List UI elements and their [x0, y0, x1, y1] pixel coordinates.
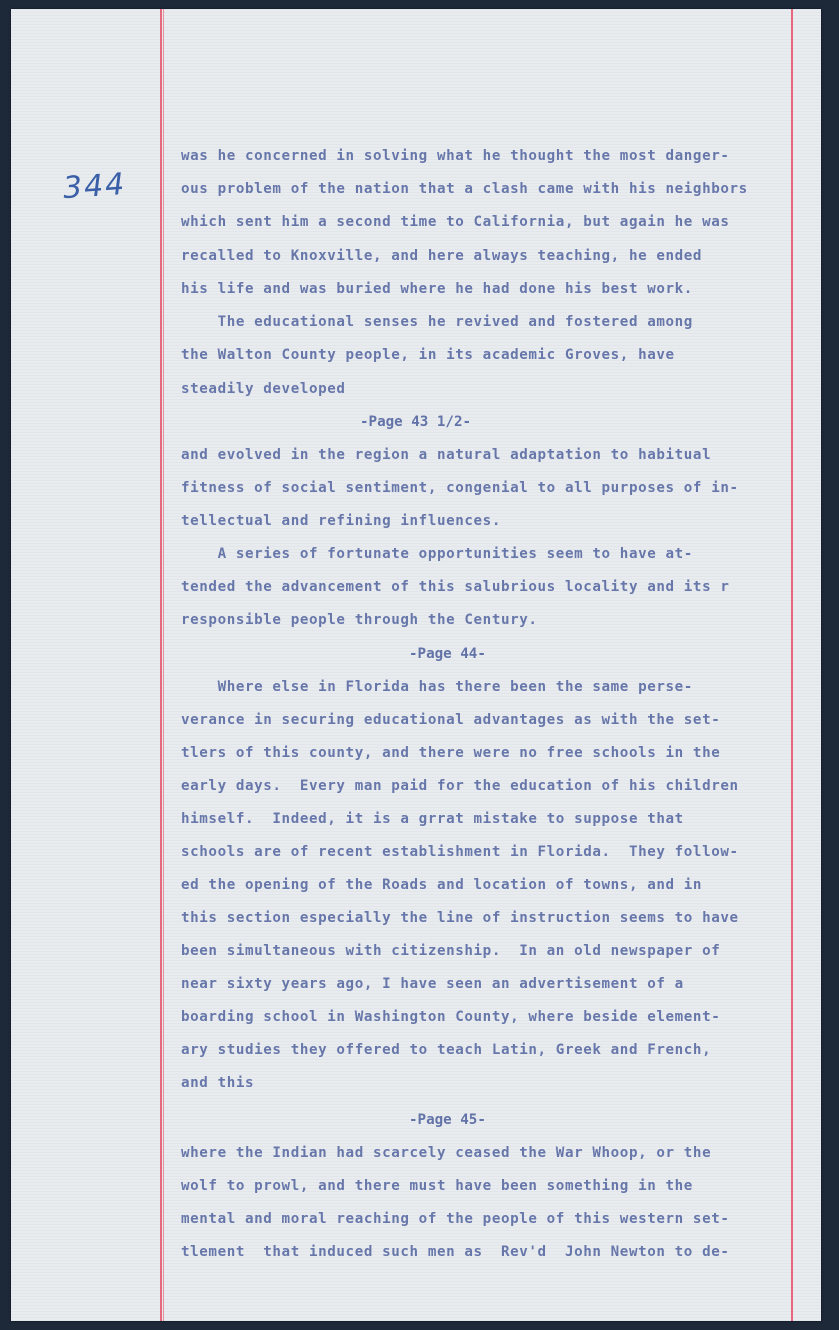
- text-line: been simultaneous with citizenship. In an old newspaper of: [181, 943, 721, 959]
- text-line: tellectual and refining influences.: [181, 513, 501, 529]
- text-line: verance in securing educational advantages as with the set-: [181, 712, 721, 728]
- text-line: near sixty years ago, I have seen an advertisement of a: [181, 976, 684, 992]
- text-line: this section especially the line of instruction seems to have: [181, 910, 739, 926]
- text-line: The educational senses he revived and fostered among: [181, 314, 693, 330]
- text-line: responsible people through the Century.: [181, 612, 538, 628]
- page-marker-43-half: -Page 43 1/2-: [360, 414, 472, 430]
- page-marker-44: -Page 44-: [409, 646, 486, 662]
- left-margin-rule: [160, 9, 162, 1321]
- right-margin-rule: [791, 9, 793, 1321]
- text-line: mental and moral reaching of the people of this western set-: [181, 1211, 730, 1227]
- text-line: himself. Indeed, it is a grrat mistake to suppose that: [181, 811, 684, 827]
- page-marker-45: -Page 45-: [409, 1112, 486, 1128]
- text-line: his life and was buried where he had done his best work.: [181, 281, 693, 297]
- text-line: which sent him a second time to California, but again he was: [181, 214, 730, 230]
- text-line: tlers of this county, and there were no free schools in the: [181, 745, 721, 761]
- show-through-text: [171, 13, 731, 47]
- text-line: recalled to Knoxville, and here always teaching, he ended: [181, 248, 703, 264]
- text-line: A series of fortunate opportunities seem to have at-: [181, 546, 693, 562]
- text-line: wolf to prowl, and there must have been something in the: [181, 1178, 693, 1194]
- text-line: ed the opening of the Roads and location of towns, and in: [181, 877, 703, 893]
- handwritten-folio-number: 344: [61, 166, 128, 207]
- text-line: schools are of recent establishment in Florida. They follow-: [181, 844, 739, 860]
- text-line: tlement that induced such men as Rev'd John Newton to de-: [181, 1244, 730, 1260]
- text-line: was he concerned in solving what he thought the most danger-: [181, 148, 730, 164]
- left-margin-rule-inner: [163, 9, 164, 1321]
- text-line: Where else in Florida has there been the same perse-: [181, 679, 693, 695]
- text-line: the Walton County people, in its academic Groves, have: [181, 347, 675, 363]
- text-line: early days. Every man paid for the education of his children: [181, 778, 739, 794]
- text-line: fitness of social sentiment, congenial to all purposes of in-: [181, 480, 739, 496]
- text-line: steadily developed: [181, 381, 346, 397]
- text-line: where the Indian had scarcely ceased the War Whoop, or the: [181, 1145, 712, 1161]
- text-line: boarding school in Washington County, where beside element-: [181, 1009, 721, 1025]
- text-line: tended the advancement of this salubrious locality and its r: [181, 579, 730, 595]
- text-line: ary studies they offered to teach Latin, Greek and French,: [181, 1042, 712, 1058]
- typed-page: [11, 9, 821, 1321]
- text-line: and this: [181, 1075, 255, 1091]
- text-line: and evolved in the region a natural adaptation to habitual: [181, 447, 712, 463]
- text-line: ous problem of the nation that a clash came with his neighbors: [181, 181, 748, 197]
